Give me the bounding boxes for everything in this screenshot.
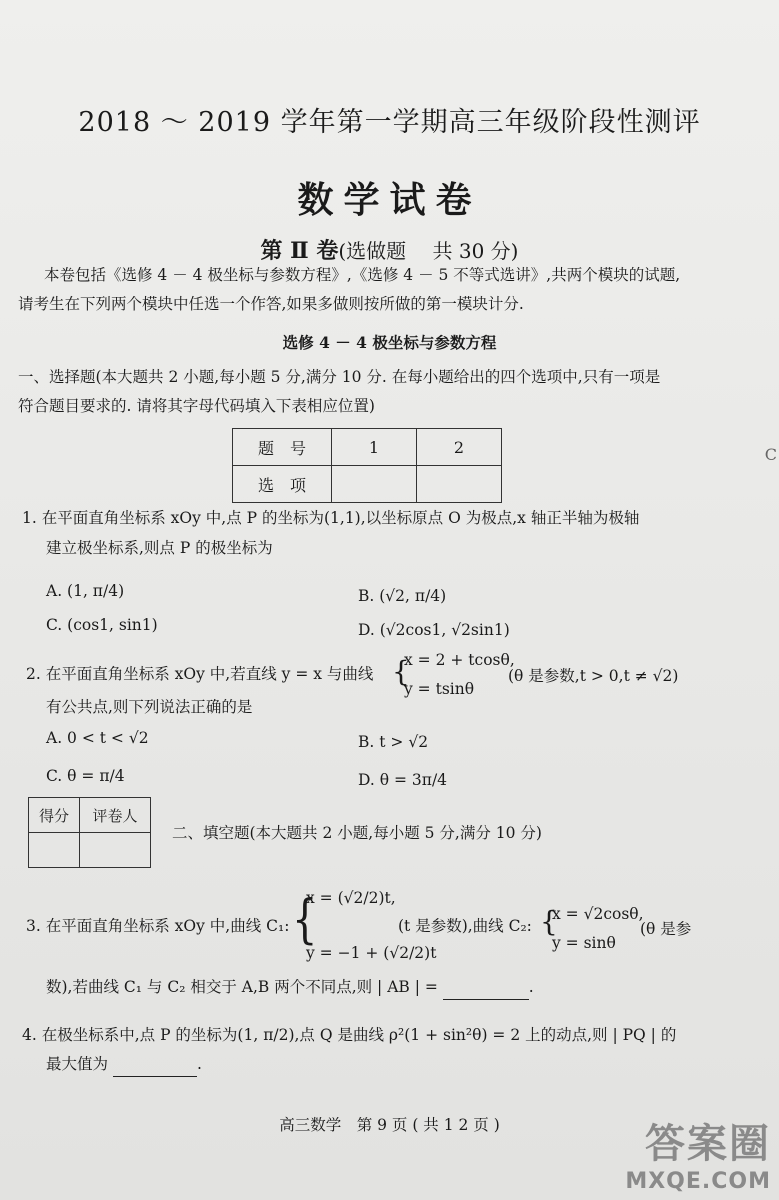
section1-line1: 一、选择题(本大题共 2 小题,每小题 5 分,满分 10 分. 在每小题给出的四个选项中,只有一项是	[18, 368, 661, 386]
edge-mark: C	[764, 445, 777, 464]
q2-brace: {	[392, 655, 410, 688]
q2-parameter-note: (θ 是参数,t > 0,t ≠ √2)	[508, 667, 679, 685]
q4-end-mark: .	[196, 1055, 202, 1073]
module-title: 选修 4 － 4 极坐标与参数方程	[282, 333, 497, 352]
q2-system-line2: y = tsinθ	[404, 680, 475, 698]
exam-subtitle: 数学试卷	[297, 179, 482, 221]
q4-answer-blank[interactable]	[113, 1060, 197, 1077]
watermark-logo	[625, 1112, 771, 1194]
q3-middle-text: (t 是参数),曲线 C₂:	[398, 917, 532, 935]
q3-stem-text: 数),若曲线 C₁ 与 C₂ 相交于 A,B 两个不同点,则 | AB | =	[46, 978, 438, 996]
intro-line1: 本卷包括《选修 4 － 4 极坐标与参数方程》,《选修 4 － 5 不等式选讲》,共两个模块的试题,	[44, 266, 681, 284]
q4-stem-line1: 4. 在极坐标系中,点 P 的坐标为(1, π/2),点 Q 是曲线 ρ²(1 + sin²θ) = 2 上的动点,则 | PQ | 的	[22, 1026, 677, 1044]
table-row	[233, 429, 502, 466]
part-note: (选做题 共 30 分)	[338, 239, 519, 263]
q2-option-d: D. θ = 3π/4	[358, 771, 448, 789]
page-footer: 高三数学 第 9 页 ( 共 1 2 页 )	[279, 1116, 500, 1134]
q2-stem-line1: 2. 在平面直角坐标系 xOy 中,若直线 y = x 与曲线	[26, 665, 374, 683]
table-row	[29, 833, 151, 868]
q3-c1-brace: {	[292, 890, 318, 950]
section2-heading: 二、填空题(本大题共 2 小题,每小题 5 分,满分 10 分)	[172, 824, 542, 842]
q1-option-a: A. (1, π/4)	[46, 582, 125, 600]
q2-option-a: A. 0 < t < √2	[46, 729, 149, 747]
answer-table-row-label: 选 项	[233, 466, 332, 503]
q2-stem-line2: 有公共点,则下列说法正确的是	[46, 698, 253, 716]
q3-tail-text: (θ 是参	[640, 920, 692, 938]
intro-line2: 请考生在下列两个模块中任选一个作答,如果多做则按所做的第一模块计分.	[18, 295, 524, 313]
q1-option-b: B. (√2, π/4)	[358, 587, 447, 605]
q4-stem-text: 最大值为	[46, 1055, 109, 1073]
q3-end-mark: .	[528, 978, 534, 996]
answer-table-header: 题 号	[233, 429, 332, 466]
grader-cell[interactable]	[80, 833, 151, 868]
answer-table-col2: 2	[417, 429, 502, 466]
score-table	[28, 797, 151, 868]
score-cell[interactable]	[29, 833, 80, 868]
table-row	[233, 466, 502, 503]
q3-c2-line2: y = sinθ	[552, 934, 616, 952]
section1-line2: 符合题目要求的. 请将其字母代码填入下表相应位置)	[18, 397, 375, 415]
grader-label: 评卷人	[80, 798, 151, 833]
q2-option-c: C. θ = π/4	[46, 767, 125, 785]
score-label: 得分	[29, 798, 80, 833]
answer-cell-1[interactable]	[332, 466, 417, 503]
q3-c2-brace: {	[540, 905, 558, 938]
q3-c1-line1: x = (√2/2)t,	[306, 889, 396, 907]
answer-table-col1: 1	[332, 429, 417, 466]
part-main: 第 Ⅱ 卷	[260, 238, 339, 264]
q3-answer-blank[interactable]	[443, 983, 529, 1000]
q1-option-c: C. (cos1, sin1)	[46, 616, 158, 634]
q1-stem-line1: 1. 在平面直角坐标系 xOy 中,点 P 的坐标为(1,1),以坐标原点 O 为极点,x 轴正半轴为极轴	[22, 509, 640, 527]
q2-option-b: B. t > √2	[358, 733, 429, 751]
table-row	[29, 798, 151, 833]
exam-title: 2018 ～ 2019 学年第一学期高三年级阶段性测评	[78, 107, 701, 138]
watermark-line1: 答案圈	[645, 1121, 771, 1167]
q4-stem-line2	[46, 1051, 202, 1077]
part-heading	[0, 234, 779, 265]
answer-cell-2[interactable]	[417, 466, 502, 503]
q3-stem-line1: 3. 在平面直角坐标系 xOy 中,曲线 C₁:	[26, 917, 290, 935]
q1-option-d: D. (√2cos1, √2sin1)	[358, 621, 510, 639]
q3-c2-line1: x = √2cosθ,	[552, 905, 644, 923]
watermark-line2: MXQE.COM	[625, 1169, 771, 1194]
q2-system-line1: x = 2 + tcosθ,	[404, 651, 515, 669]
q1-stem-line2: 建立极坐标系,则点 P 的极坐标为	[46, 539, 273, 557]
q3-stem-line2	[46, 974, 534, 1000]
answer-table	[232, 428, 502, 503]
q3-c1-line2: y = −1 + (√2/2)t	[306, 944, 437, 962]
